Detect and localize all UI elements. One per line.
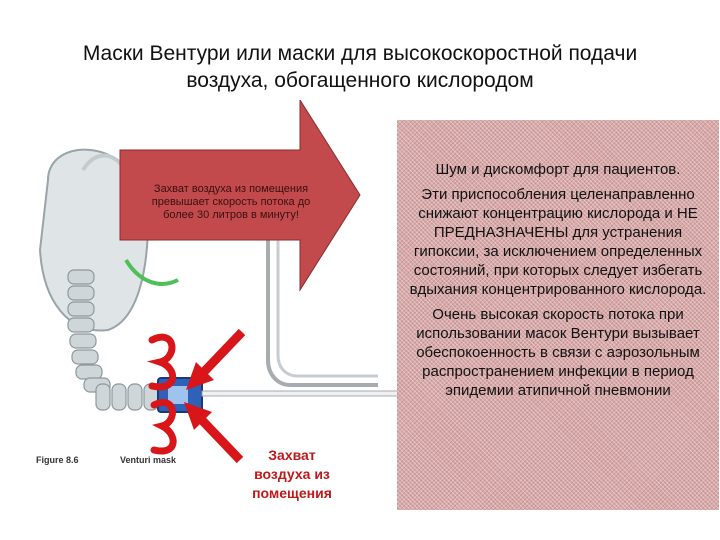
- oxygen-tubing-loop-2: [278, 240, 378, 376]
- oxygen-tubing-loop: [268, 240, 378, 385]
- panel-paragraph-3: Очень высокая скорость потока при использовании масок Вентури вызывает обеспокоенность в связи с аэрозольным распространением инфекции в период эпидемии атипичной пневмонии: [416, 306, 700, 399]
- panel-paragraph-1: Шум и дискомфорт для пациентов.: [435, 161, 681, 178]
- slide-title: [0, 40, 720, 94]
- figure-caption-title: Venturi mask: [120, 455, 177, 465]
- air-intake-label-line-3: помещения: [252, 485, 332, 501]
- panel-paragraph-2: Эти приспособления целенаправленно снижают концентрацию кислорода и НЕ ПРЕДНАЗНАЧЕНЫ для устранения гипоксии, за исключением определенных состояний, при которых следует избегать вдыхания концентрированного кислорода.: [409, 186, 707, 298]
- air-intake-label: [232, 446, 352, 503]
- air-intake-label-line-1: Захват: [268, 447, 316, 463]
- title-line-2: воздуха, обогащенного кислородом: [186, 69, 534, 92]
- figure-caption-number: Figure 8.6: [36, 455, 79, 465]
- arrow-text: Захват воздуха из помещения превышает скорость потока до более 30 литров в минуту!: [151, 183, 311, 221]
- venturi-adaptor-window: [168, 386, 188, 404]
- info-panel: [397, 120, 719, 510]
- oxygen-tubing: [202, 391, 398, 396]
- title-line-1: Маски Вентури или маски для высокоскоростной подачи: [82, 42, 638, 65]
- air-intake-label-line-2: воздуха из: [254, 466, 330, 482]
- air-intake-arrow-top: [186, 332, 242, 390]
